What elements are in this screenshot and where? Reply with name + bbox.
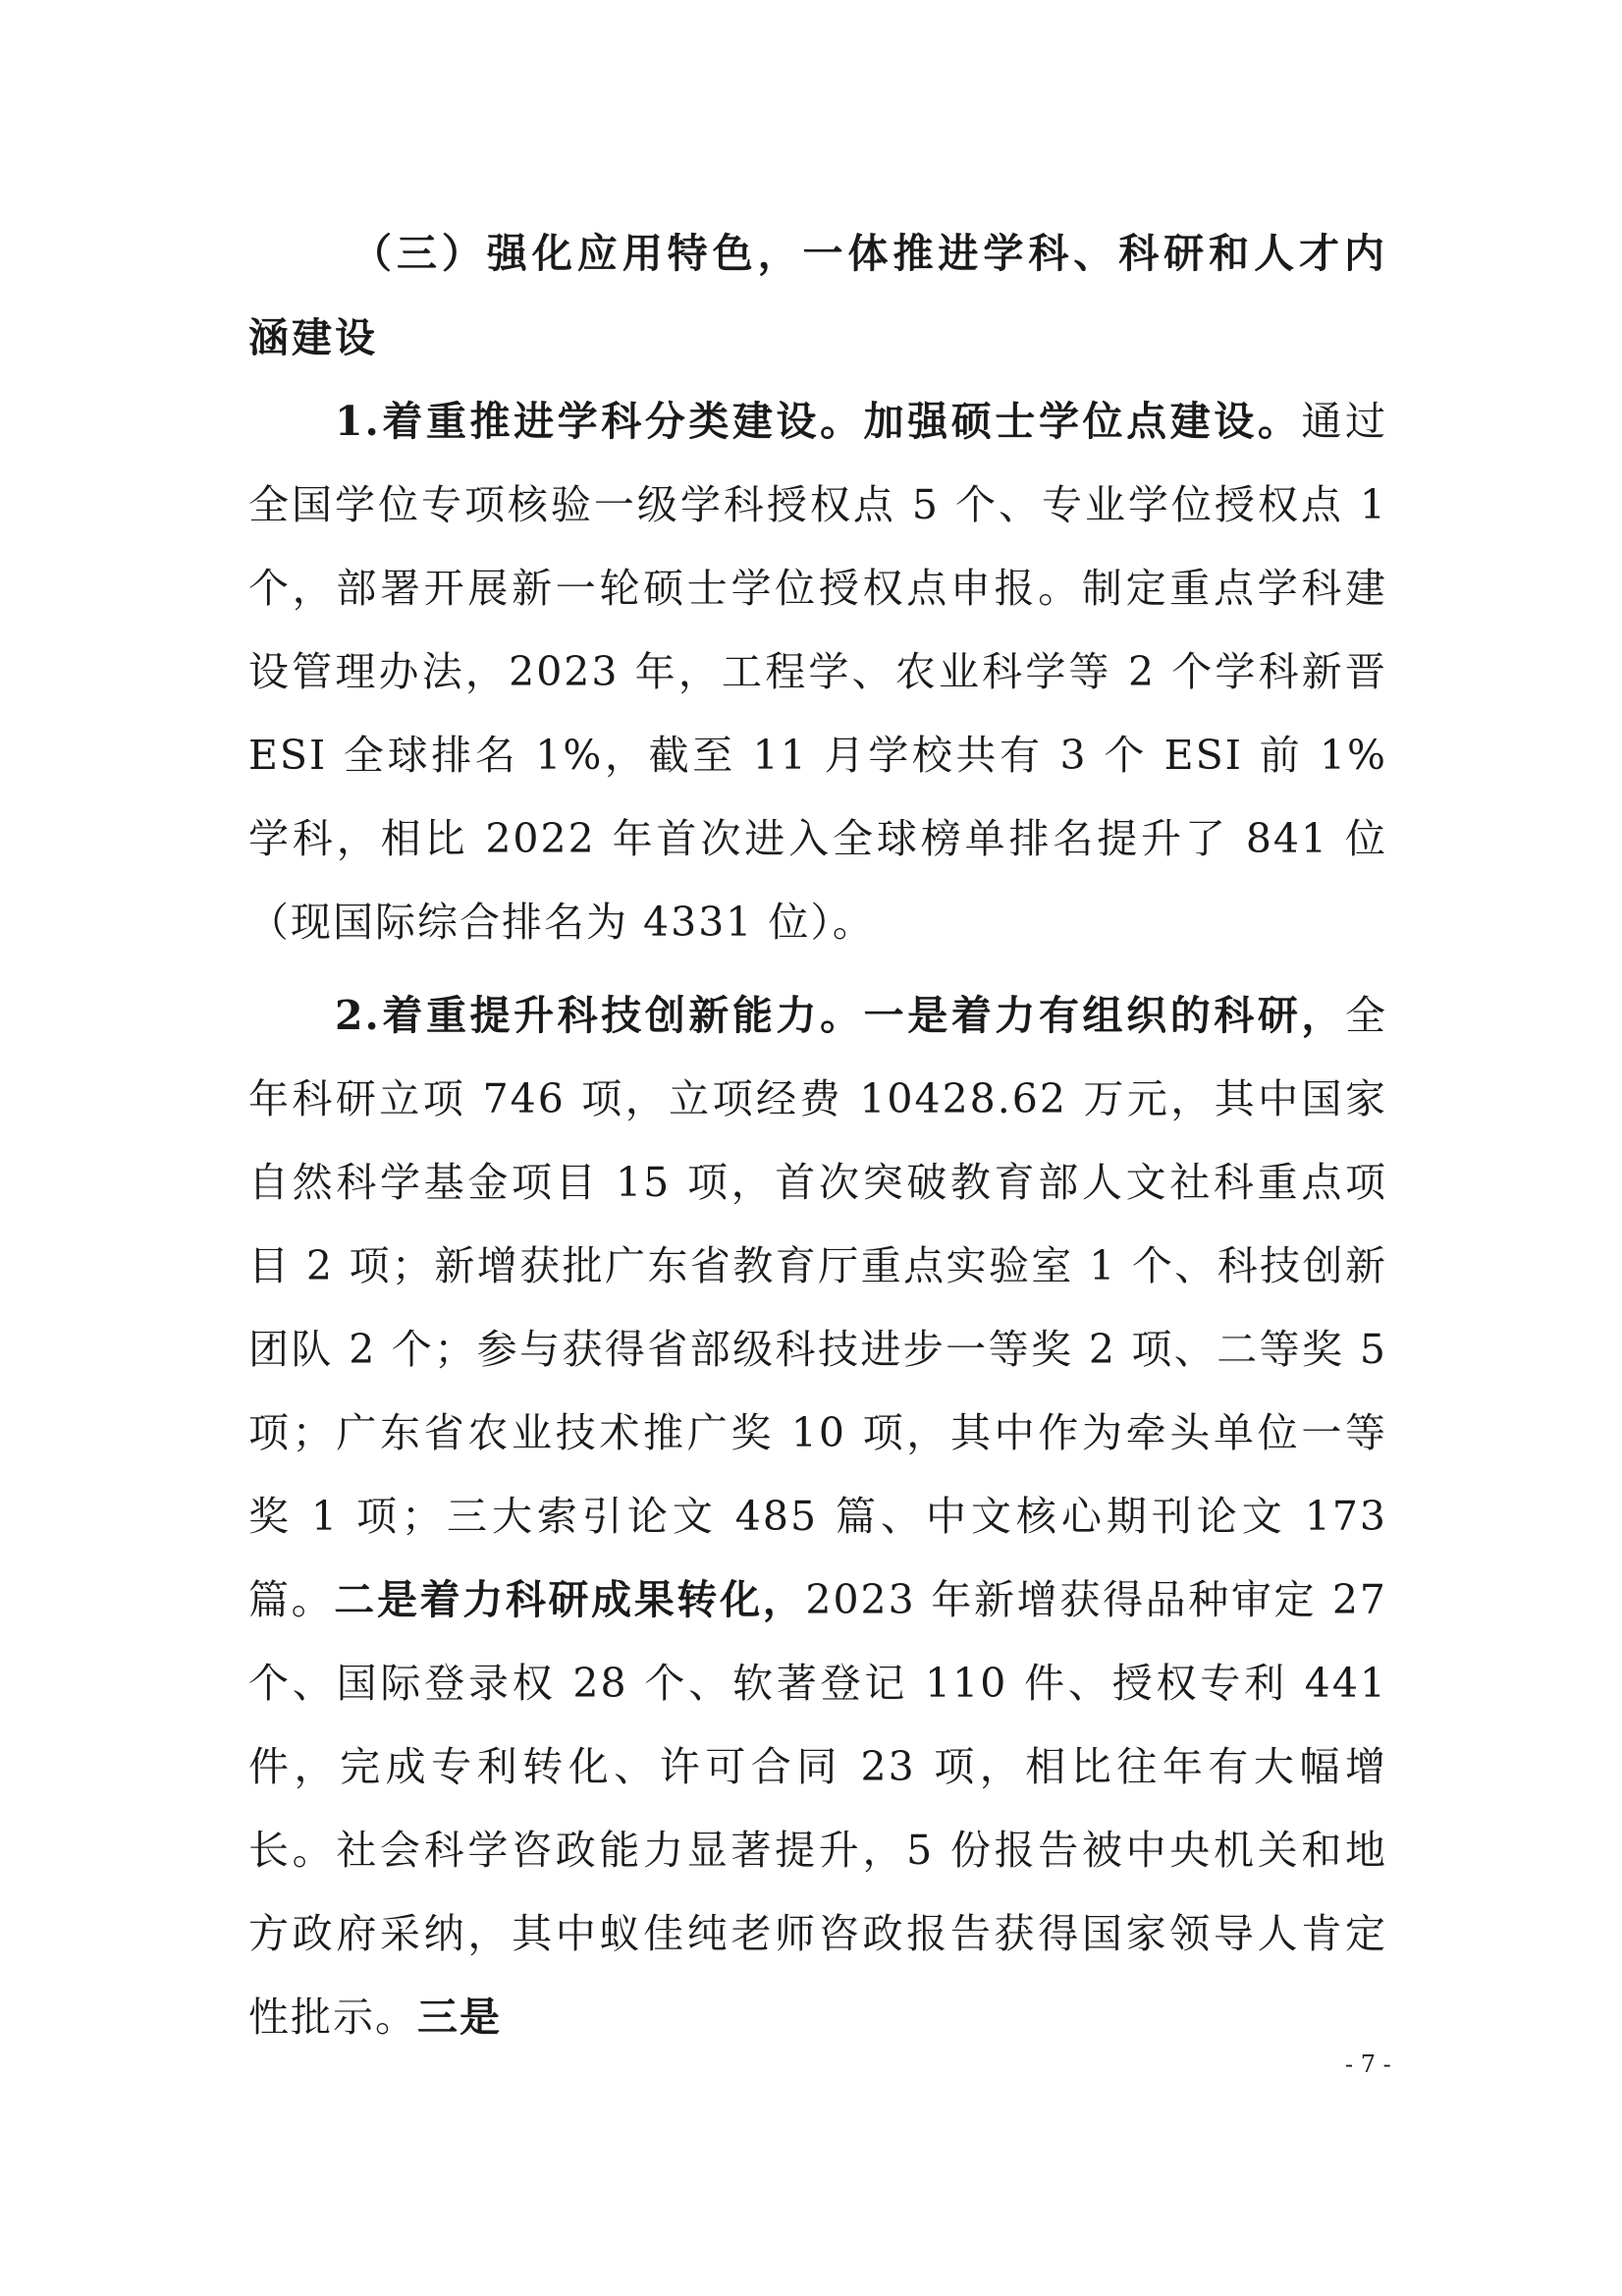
paragraph-2-lead-2: 二是着力科研成果转化， xyxy=(334,1576,806,1623)
paragraph-1-body: 通过全国学位专项核验一级学科授权点 5 个、专业学位授权点 1 个，部署开展新一轮硕士学位授权点申报。制定重点学科建设管理办法，2023 年，工程学、农业科学等 2 个学科新晋 ESI 全球排名 1%，截至 11 月学校共有 3 个 ESI 前 1%学科，相比 2022 年首次进入全球榜单排名提升了 841 位（现国际综合排名为 4331 位）。 xyxy=(248,398,1387,946)
section-heading: （三）强化应用特色，一体推进学科、科研和人才内涵建设 xyxy=(248,230,1387,361)
page-number: - 7 - xyxy=(1345,2050,1391,2078)
paragraph-2-body: 全年科研立项 746 项，立项经费 10428.62 万元，其中国家自然科学基金项目 15 项，首次突破教育部人文社科重点项目 2 项；新增获批广东省教育厅重点实验室 1 个、科技创新团队 2 个；参与获得省部级科技进步一等奖 2 项、二等奖 5 项；广东省农业技术推广奖 10 项，其中作为牵头单位一等奖 1 项；三大索引论文 485 篇、中文核心期刊论文 173 篇。 xyxy=(248,992,1387,1623)
paragraph-1-lead: 1.着重推进学科分类建设。加强硕士学位点建设。 xyxy=(335,398,1302,445)
paragraph-2-lead: 2.着重提升科技创新能力。一是着力有组织的科研， xyxy=(335,992,1345,1039)
document-page xyxy=(248,211,1387,2059)
paragraph-2-lead-3: 三是 xyxy=(417,1994,502,2041)
paragraph-2-body-2: 2023 年新增获得品种审定 27 个、国际登录权 28 个、软著登记 110 件、授权专利 441 件，完成专利转化、许可合同 23 项，相比往年有大幅增长。社会科学咨政能力显著提升，5 份报告被中央机关和地方政府采纳，其中蚁佳纯老师咨政报告获得国家领导人肯定性批示。 xyxy=(248,1576,1388,2041)
paragraph-2 xyxy=(248,974,1387,2059)
paragraph-1 xyxy=(248,380,1387,964)
